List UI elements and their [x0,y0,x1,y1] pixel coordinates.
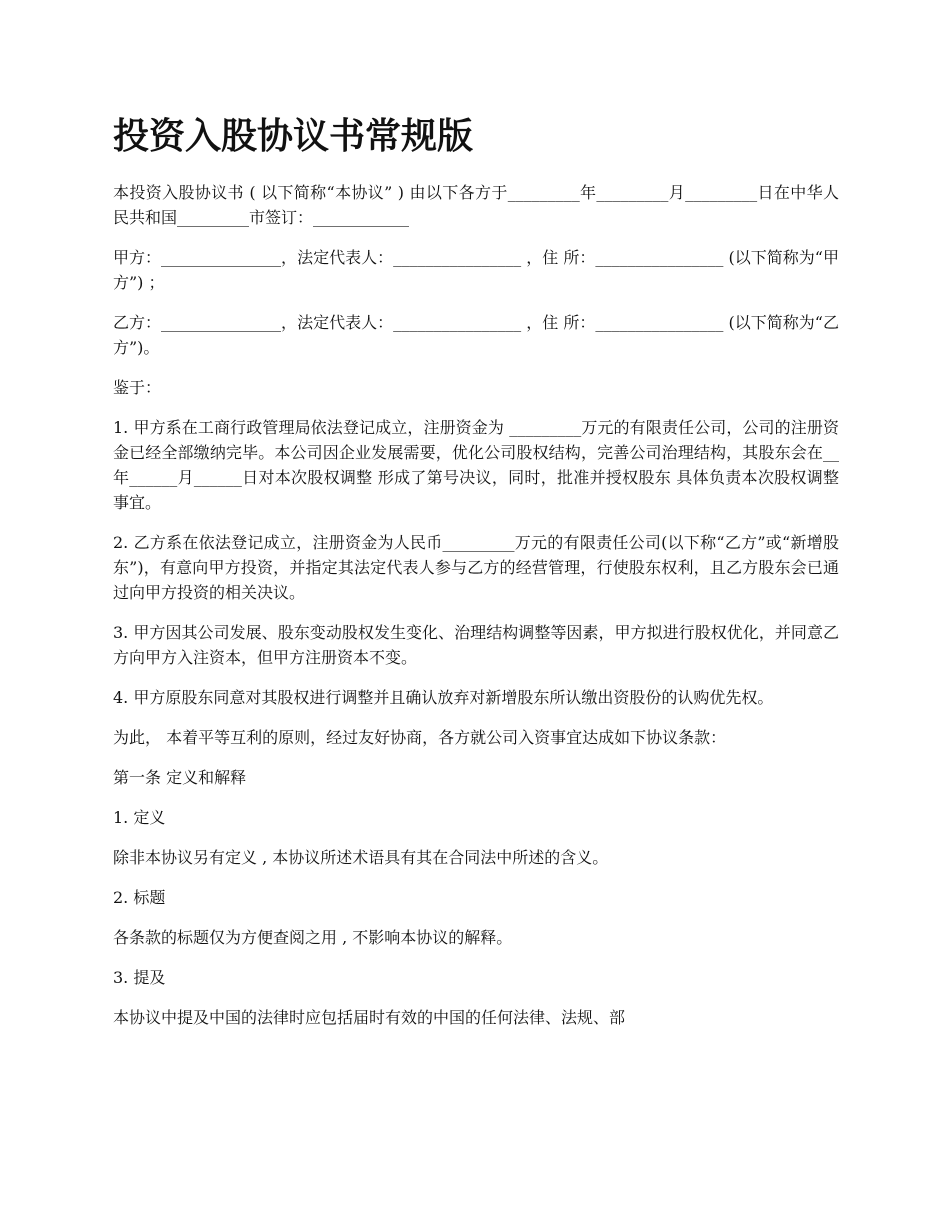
party-b-paragraph: 乙方：_______________，法定代表人：________________ ，住 所：________________ (以下简称为“乙方”)。 [113,313,839,357]
party-a-paragraph: 甲方：_______________，法定代表人：________________ ，住 所：________________ (以下简称为“甲方”) ； [113,248,839,292]
headings-heading: 2. 标题 [113,888,166,907]
definition-heading: 1. 定义 [113,808,166,827]
recital-4-paragraph: 4. 甲方原股东同意对其股权进行调整并且确认放弃对新增股东所认缴出资股份的认购优先权。 [113,688,774,707]
definition-paragraph: 除非本协议另有定义 , 本协议所述术语具有其在合同法中所述的含义。 [113,848,609,867]
article-1-heading: 第一条 定义和解释 [113,768,247,787]
document-title: 投资入股协议书常规版 [113,115,474,157]
agreement-intro-paragraph: 为此， 本着平等互利的原则，经过友好协商，各方就公司入资事宜达成如下协议条款： [113,728,727,747]
intro-paragraph: 本投资入股协议书 ( 以下简称“本协议” ) 由以下各方于_________年_________月_________日在中华人民共和国_________市签订：____________ [113,183,839,227]
references-paragraph: 本协议中提及中国的法律时应包括届时有效的中国的任何法律、法规、部 [113,1008,626,1027]
headings-paragraph: 各条款的标题仅为方便查阅之用 , 不影响本协议的解释。 [113,928,513,947]
document-body [113,180,839,1030]
whereas-heading: 鉴于： [113,378,162,397]
recital-2-paragraph: 2. 乙方系在依法登记成立，注册资金为人民币_________万元的有限责任公司(以下称“乙方”或“新增股东”)，有意向甲方投资，并指定其法定代表人参与乙方的经营管理，行使股东权利，且乙方股东会已通过向甲方投资的相关决议。 [113,533,839,602]
recital-1-paragraph: 1. 甲方系在工商行政管理局依法登记成立，注册资金为 _________万元的有限责任公司，公司的注册资金已经全部缴纳完毕。本公司因企业发展需要，优化公司股权结构，完善公司治理结构，其股东会在__年______月______日对本次股权调整 形成了第号决议，同时，批准并授权股东 具体负责本次股权调整事宜。 [113,418,839,512]
references-heading: 3. 提及 [113,968,166,987]
recital-3-paragraph: 3. 甲方因其公司发展、股东变动股权发生变化、治理结构调整等因素，甲方拟进行股权优化，并同意乙方向甲方入注资本，但甲方注册资本不变。 [113,623,839,667]
